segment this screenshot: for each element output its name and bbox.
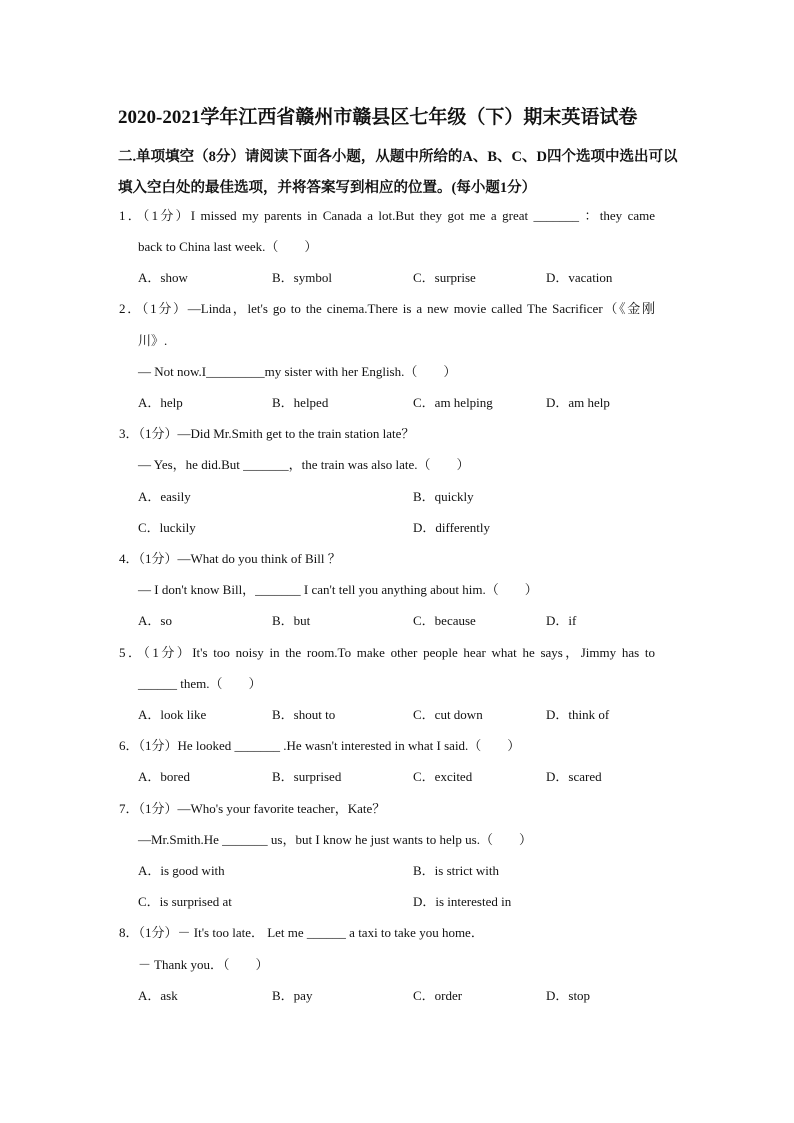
question-4-reply: — I don't know Bill，_______ I can't tell you anything about him.（ ） (138, 582, 538, 597)
q4-option-a: A．so (138, 613, 172, 628)
question-7-reply: —Mr.Smith.He _______ us，but I know he just wants to help us.（ ） (138, 832, 532, 847)
q2-option-b: B．helped (272, 395, 329, 410)
q3-option-d: D．differently (413, 520, 491, 535)
question-7-text: 7．（1分）—Who's your favorite teacher，Kate？ (119, 801, 386, 816)
q3-option-b: B．quickly (413, 489, 474, 504)
q5-option-c: C．cut down (413, 707, 483, 722)
q3-option-a: A．easily (138, 489, 191, 504)
q7-option-c: C．is surprised at (138, 894, 232, 909)
q3-option-c: C．luckily (138, 520, 196, 535)
question-5-text-cont: ______ them.（ ） (138, 676, 262, 691)
q6-option-d: D．scared (546, 769, 602, 784)
q1-option-b: B．symbol (272, 270, 332, 285)
q1-option-c: C．surprise (413, 270, 476, 285)
q6-option-b: B．surprised (272, 769, 342, 784)
question-8-text: 8．（1分）－ It's too late． Let me ______ a taxi to take you home． (119, 925, 484, 940)
question-6-text: 6．（1分）He looked _______ .He wasn't interested in what I said.（ ） (119, 738, 521, 753)
q5-option-d: D．think of (546, 707, 610, 722)
q4-option-c: C．because (413, 613, 476, 628)
question-1-text: 1．（1分）I missed my parents in Canada a lot.But they got me a great _______ ：they came (119, 208, 655, 223)
question-2-text-cont: 川》. (138, 333, 168, 348)
question-2-text: 2．（1分）—Linda，let's go to the cinema.There is a new movie called The Sacrificer（《金刚 (119, 301, 655, 316)
q7-option-d: D．is interested in (413, 894, 512, 909)
q6-option-a: A．bored (138, 769, 190, 784)
q4-option-d: D．if (546, 613, 577, 628)
q7-option-b: B．is strict with (413, 863, 499, 878)
question-2-reply: — Not now.I_________my sister with her English.（ ） (138, 364, 457, 379)
question-8-reply: － Thank you．（ ） (138, 957, 269, 972)
question-3-reply: — Yes，he did.But _______，the train was also late.（ ） (138, 457, 470, 472)
q6-option-c: C．excited (413, 769, 473, 784)
question-1-text-cont: back to China last week.（ ） (138, 239, 318, 254)
question-3-text: 3．（1分）—Did Mr.Smith get to the train station late？ (119, 426, 415, 441)
q8-option-c: C．order (413, 988, 463, 1003)
question-5-text: 5．（1分）It's too noisy in the room.To make other people hear what he says，Jimmy has to (119, 645, 655, 660)
q8-option-a: A．ask (138, 988, 178, 1003)
q1-option-a: A．show (138, 270, 188, 285)
q5-option-b: B．shout to (272, 707, 336, 722)
question-4-text: 4．（1分）—What do you think of Bill ？ (119, 551, 341, 566)
q7-option-a: A．is good with (138, 863, 225, 878)
q8-option-d: D．stop (546, 988, 591, 1003)
q1-option-d: D．vacation (546, 270, 613, 285)
q4-option-b: B．but (272, 613, 311, 628)
q2-option-a: A．help (138, 395, 183, 410)
exam-title: 2020-2021学年江西省赣州市赣县区七年级（下）期末英语试卷 (118, 107, 638, 128)
q8-option-b: B．pay (272, 988, 313, 1003)
q2-option-d: D．am help (546, 395, 610, 410)
section-instructions: 二.单项填空（8分）请阅读下面各小题，从题中所给的A、B、C、D四个选项中选出可以填入空白处的最佳选项，并将答案写到相应的位置。(每小题1分） (118, 149, 678, 196)
q5-option-a: A．look like (138, 707, 207, 722)
q2-option-c: C．am helping (413, 395, 493, 410)
